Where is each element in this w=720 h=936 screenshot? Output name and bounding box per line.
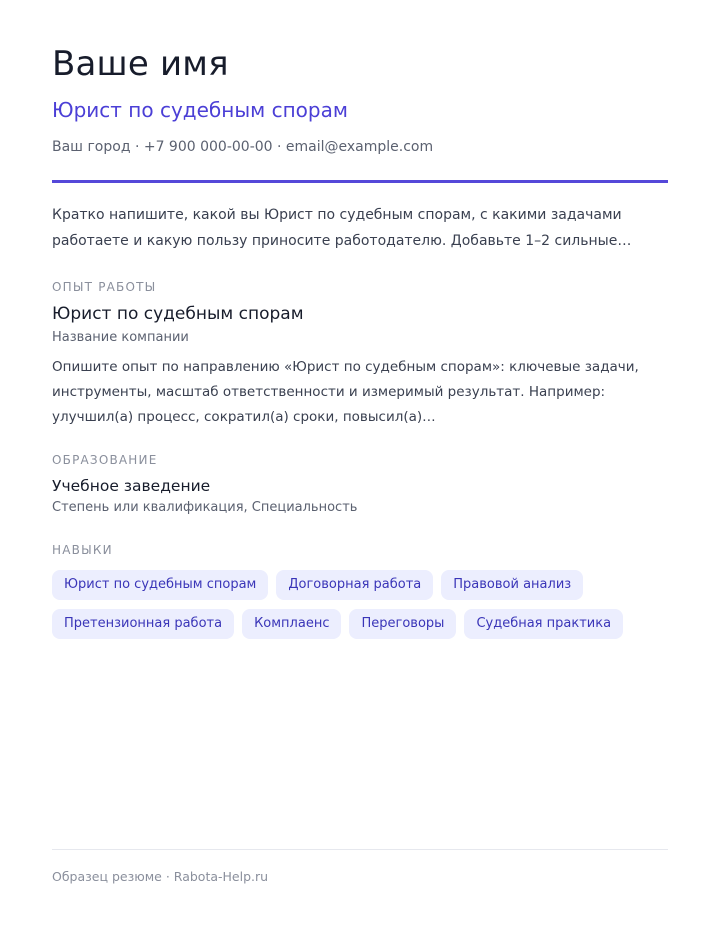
job-description: Опишите опыт по направлению «Юрист по судебным спорам»: ключевые задачи, инструменты, масштаб ответственности и измеримый результат. Например: улучшил(а) процесс, сократил(а) сроки, повысил(а)… bbox=[52, 359, 639, 425]
education-institution: Учебное заведение bbox=[52, 477, 211, 495]
job-title: Юрист по судебным спорам bbox=[52, 304, 304, 324]
header-divider bbox=[52, 180, 668, 183]
skill-chip: Правовой анализ bbox=[441, 570, 583, 600]
candidate-role: Юрист по судебным спорам bbox=[52, 98, 348, 122]
summary-text: Кратко напишите, какой вы Юрист по судебным спорам, с какими задачами работаете и какую пользу приносите работодателю. Добавьте 1–2 сильные… bbox=[52, 207, 632, 249]
candidate-name: Ваше имя bbox=[52, 44, 229, 84]
skill-chip: Договорная работа bbox=[276, 570, 433, 600]
resume-page bbox=[52, 0, 668, 936]
skills-section-label: НАВЫКИ bbox=[52, 543, 113, 557]
skill-chip: Претензионная работа bbox=[52, 609, 234, 639]
experience-section-label: ОПЫТ РАБОТЫ bbox=[52, 280, 157, 294]
skill-chip: Судебная практика bbox=[464, 609, 623, 639]
skills-list bbox=[52, 570, 668, 639]
skill-chip: Комплаенс bbox=[242, 609, 341, 639]
skill-chip: Переговоры bbox=[349, 609, 456, 639]
footer-text: Образец резюме · Rabota-Help.ru bbox=[52, 869, 269, 884]
job-company: Название компании bbox=[52, 330, 189, 345]
education-section-label: ОБРАЗОВАНИЕ bbox=[52, 453, 158, 467]
skill-chip: Юрист по судебным спорам bbox=[52, 570, 268, 600]
footer-divider bbox=[52, 849, 668, 850]
contact-line: Ваш город · +7 900 000-00-00 · email@example.com bbox=[52, 139, 434, 155]
education-degree: Степень или квалификация, Специальность bbox=[52, 500, 358, 515]
